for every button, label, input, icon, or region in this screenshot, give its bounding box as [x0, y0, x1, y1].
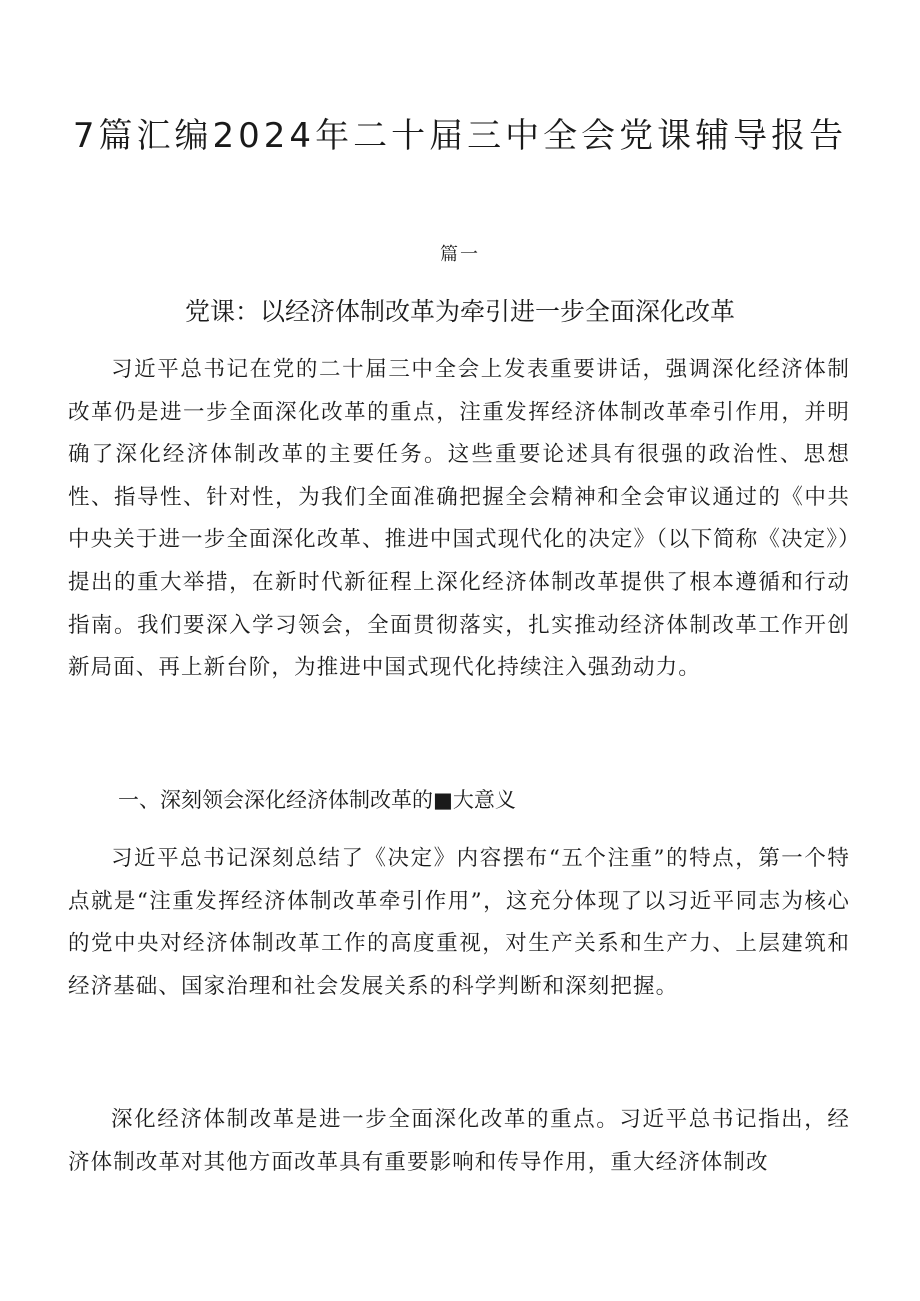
body-paragraph: 习近平总书记在党的二十届三中全会上发表重要讲话，强调深化经济体制改革仍是进一步全面深化改革的重点，注重发挥经济体制改革牵引作用，并明确了深化经济体制改革的主要任务。这些重要论述具有很强的政治性、思想性、指导性、针对性，为我们全面准确把握全会精神和全会审议通过的《中共中央关于进一步全面深化改革、推进中国式现代化的决定》（以下简称《决定》）提出的重大举措，在新时代新征程上深化经济体制改革提供了根本遵循和行动指南。我们要深入学习领会，全面贯彻落实，扎实推动经济体制改革工作开创新局面、再上新台阶，为推进中国式现代化持续注入强劲动力。: [68, 357, 850, 681]
body-paragraph: 习近平总书记深刻总结了《决定》内容摆布“五个注重”的特点，第一个特点就是“注重发挥经济体制改革牵引作用”，这充分体现了以习近平同志为核心的党中央对经济体制改革工作的高度重视，对生产关系和生产力、上层建筑和经济基础、国家治理和社会发展关系的科学判断和深刻把握。: [68, 846, 850, 999]
document-title: 7篇汇编2024年二十届三中全会党课辅导报告: [72, 116, 848, 156]
section-heading: 一、深刻领会深化经济体制改革的■大意义: [118, 788, 516, 812]
body-paragraph: 深化经济体制改革是进一步全面深化改革的重点。习近平总书记指出，经济体制改革对其他方面改革具有重要影响和传导作用，重大经济体制改: [68, 1107, 850, 1175]
part-title: 党课：以经济体制改革为牵引进一步全面深化改革: [184, 297, 735, 326]
section-label: 篇一: [440, 244, 480, 265]
